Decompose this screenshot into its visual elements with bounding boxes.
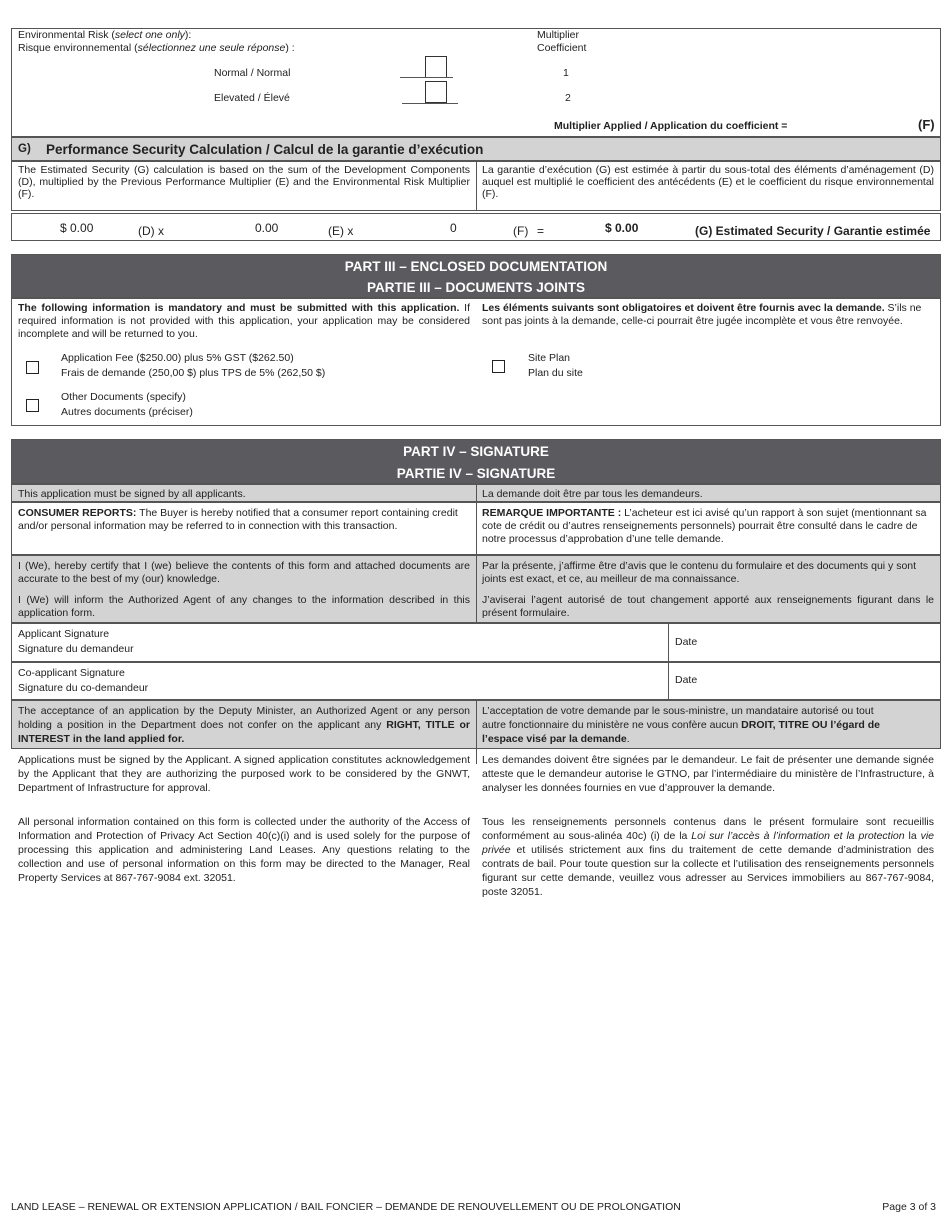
risk-option-elevated-value: 2	[565, 92, 571, 104]
privacy-notice-fr: Tous les renseignements personnels contenus dans le présent formulaire sont recueillis conformément au sous-alinéa 40c) (i) de la Loi sur l’accès à l’information et la protection la vie privée et utilisés strictement aux fins du traitement de cette demande d’administration des contrats de bail. Pour toute question sur la collecte et l’utilisation des renseignements personnels figurant sur cette demande, veuillez vous adresser au Services immobiliers au 867-767-9084, poste 32051.	[482, 816, 934, 898]
multiplier-header-en: Multiplier	[537, 29, 580, 41]
signed-by-applicant-en: Applications must be signed by the Applicant. A signed application constitutes acknowledgement by the Applicant that they are authorizing the purposed work to be considered by the GNWT, Department of Infrastructure for approval.	[18, 754, 470, 794]
other-documents-label-en: Other Documents (specify)	[61, 391, 186, 403]
notice-divider	[476, 749, 477, 764]
certify-row-divider	[476, 555, 477, 623]
application-fee-label-fr: Frais de demande (250,00 $) plus TPS de 5% (262,50 $)	[61, 367, 326, 379]
site-plan-checkbox[interactable]	[492, 360, 505, 373]
risk-option-elevated-label: Elevated / Élevé	[214, 92, 290, 104]
risk-option-normal-checkbox[interactable]	[425, 56, 447, 78]
section-g-desc-en: The Estimated Security (G) calculation is based on the sum of the Development Components (D), multiplied by the Previous Performance Multiplier (E) and the Environmental Risk Multiplier (F).	[18, 164, 470, 200]
f-label: (F)	[513, 224, 529, 238]
consumer-reports-en: CONSUMER REPORTS: The Buyer is hereby notified that a consumer report containing credit and/or personal information may be referred to in connection with this transaction.	[18, 507, 458, 532]
g-value[interactable]: $ 0.00	[605, 221, 639, 235]
part3-intro-en: The following information is mandatory and must be submitted with this application. If required information is not provided with this application, your application may be considered incomplete and will be returned to you.	[18, 302, 470, 340]
coapplicant-signature-label-fr: Signature du co-demandeur	[18, 682, 149, 694]
risk-normal-line	[400, 77, 453, 78]
risk-title-en: Environmental Risk (select one only):	[18, 29, 192, 41]
acceptance-fr: L’acceptation de votre demande par le sous-ministre, un mandataire autorisé ou tout autre fonctionnaire du ministère ne vous confère aucun DROIT, TITRE OU l’égard de l’espace visé par la demande.	[482, 705, 881, 745]
application-fee-label-en: Application Fee ($250.00) plus 5% GST ($262.50)	[61, 352, 294, 364]
risk-option-normal-value: 1	[563, 67, 569, 79]
part3-intro-fr: Les éléments suivants sont obligatoires et doivent être fournis avec la demande. S’ils ne sont pas joints à la demande, celle-ci pourrait être jugée incomplète et vous être renvoyée.	[482, 302, 922, 327]
coapplicant-signature-label-en: Co-applicant Signature	[18, 667, 125, 679]
d-label: (D) x	[138, 224, 164, 238]
footer-form-title: LAND LEASE – RENEWAL OR EXTENSION APPLICATION / BAIL FONCIER – DEMANDE DE RENOUVELLEMENT OU DE PROLONGATION	[11, 1201, 681, 1213]
multiplier-applied-label: Multiplier Applied / Application du coefficient =	[554, 120, 788, 132]
site-plan-label-en: Site Plan	[528, 352, 571, 364]
applicant-date-field[interactable]	[710, 626, 935, 659]
section-g-desc-fr: La garantie d’exécution (G) est estimée à partir du sous-total des éléments d’aménagement (D) auquel est multiplié le coefficient des antécédents (E) et le coefficient du risque environnemental (F).	[482, 164, 934, 200]
coapplicant-date-label: Date	[675, 674, 698, 686]
applicant-signature-label-en: Applicant Signature	[18, 628, 110, 640]
applicant-sig-divider	[668, 623, 669, 662]
applicant-signature-field[interactable]	[200, 626, 660, 659]
other-documents-label-fr: Autres documents (préciser)	[61, 406, 193, 418]
signed-by-all-fr: La demande doit être par tous les demandeurs.	[482, 488, 703, 500]
e-label: (E) x	[328, 224, 354, 238]
coapplicant-sig-divider	[668, 662, 669, 700]
section-g-title: Performance Security Calculation / Calcul de la garantie d’exécution	[46, 142, 484, 157]
part4-title-en: PART IV – SIGNATURE	[403, 444, 549, 459]
certify-en-2: I (We) will inform the Authorized Agent of any changes to the information described in this application form.	[18, 594, 470, 619]
risk-option-normal-label: Normal / Normal	[214, 67, 291, 79]
certify-fr-1: Par la présente, j’affirme être d’avis que le contenu du formulaire et des documents qui y sont joints est exact, et ce, au meilleur de ma connaissance.	[482, 560, 917, 585]
certify-fr-2: J’aviserai l’agent autorisé de tout changement apporté aux renseignements figurant dans le présent formulaire.	[482, 594, 934, 619]
consumer-reports-fr: REMARQUE IMPORTANTE : L’acheteur est ici avisé qu’un rapport à son sujet (mentionnant sa cote de crédit ou d’autres renseignements personnels) pourrait être consulté dans le cadre de notre processus d’approbation d’une telle demande.	[482, 507, 927, 545]
d-value[interactable]: $ 0.00	[60, 221, 94, 235]
part3-title-en: PART III – ENCLOSED DOCUMENTATION	[344, 259, 608, 274]
privacy-notice-en: All personal information contained on this form is collected under the authority of the Access of Information and Protection of Privacy Act Section 40(c)(i) and is used solely for the purpose of processing this application and administering Land Leases. Any questions relating to the collection and use of personal information on this form may be directed to the Manager, Real Property Services at 867-767-9084 ext. 32051.	[18, 816, 470, 884]
application-fee-checkbox[interactable]	[26, 361, 39, 374]
consumer-row-divider	[476, 502, 477, 555]
multiplier-header-fr: Coefficient	[537, 42, 587, 54]
section-g-divider	[476, 161, 477, 211]
coapplicant-date-field[interactable]	[710, 665, 935, 697]
equals-sign: =	[537, 224, 545, 238]
applicant-signature-label-fr: Signature du demandeur	[18, 643, 134, 655]
signed-by-all-en: This application must be signed by all applicants.	[18, 488, 246, 500]
part3-title-fr: PARTIE III – DOCUMENTS JOINTS	[366, 280, 586, 295]
e-value[interactable]: 0.00	[255, 221, 279, 235]
certify-en-1: I (We), hereby certify that I (we) believe the contents of this form and attached documents are accurate to the best of my (our) knowledge.	[18, 560, 470, 585]
acceptance-row-divider	[476, 700, 477, 749]
signed-by-applicant-fr: Les demandes doivent être signées par le demandeur. Le fait de présenter une demande signée atteste que le demandeur autorise le GTNO, par l’intermédiaire du ministère de l’Infrastructure, à analyser les données fournies en vue d’approuver la demande.	[482, 754, 934, 794]
footer-page-number: Page 3 of 3	[882, 1201, 936, 1213]
multiplier-applied-code: (F)	[918, 117, 935, 132]
g-label: (G) Estimated Security / Garantie estimée	[695, 224, 931, 238]
applicant-date-label: Date	[675, 636, 698, 648]
part4-title-fr: PARTIE IV – SIGNATURE	[396, 466, 556, 481]
section-g-letter: G)	[18, 143, 31, 155]
coapplicant-signature-field[interactable]	[200, 665, 660, 697]
f-value[interactable]: 0	[450, 221, 457, 235]
other-documents-checkbox[interactable]	[26, 399, 39, 412]
site-plan-label-fr: Plan du site	[528, 367, 583, 379]
risk-elevated-line	[402, 103, 458, 104]
signed-row-divider	[476, 484, 477, 502]
risk-title-fr: Risque environnemental (sélectionnez une seule réponse) :	[18, 42, 295, 54]
risk-option-elevated-checkbox[interactable]	[425, 81, 447, 103]
acceptance-en: The acceptance of an application by the Deputy Minister, an Authorized Agent or any person holding a position in the Department does not confer on the applicant any RIGHT, TITLE or INTEREST in the land applied for.	[18, 705, 470, 745]
